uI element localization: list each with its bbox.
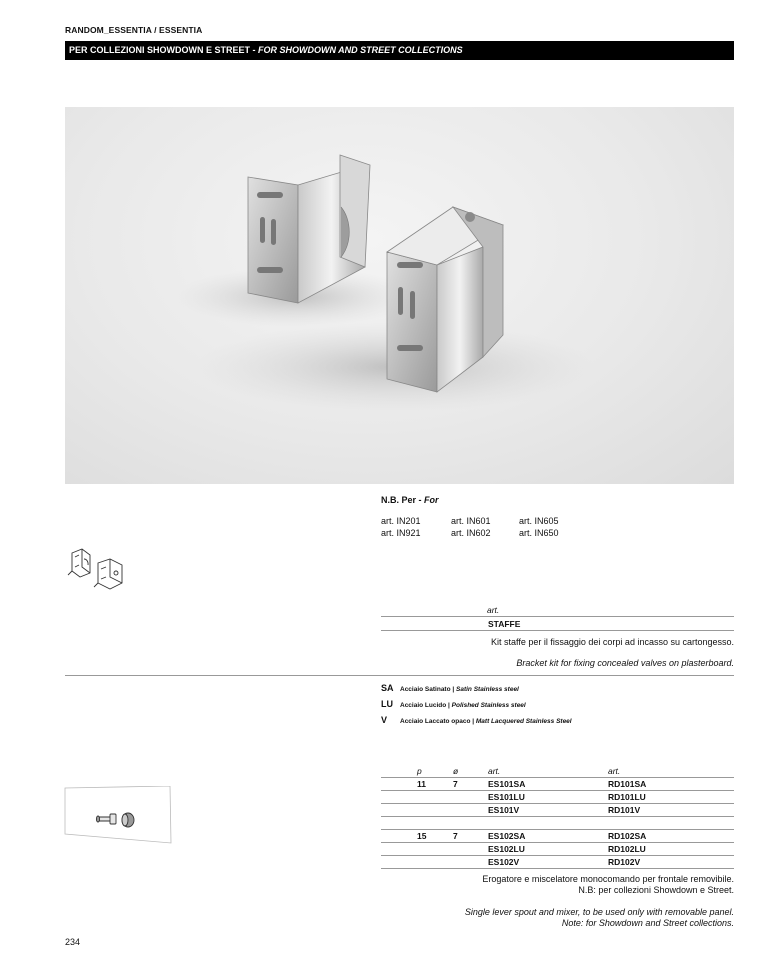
- column-header-art: art.: [608, 766, 621, 776]
- note-label: [381, 495, 439, 505]
- table-cell-art: RD101LU: [608, 792, 646, 802]
- banner-title-en: FOR SHOWDOWN AND STREET COLLECTIONS: [258, 45, 463, 55]
- spout-description-en: [465, 907, 734, 929]
- list-item: [381, 713, 572, 729]
- divider: [381, 616, 734, 617]
- divider: [381, 855, 734, 856]
- section-divider: [65, 675, 734, 676]
- column-header-p: p: [417, 766, 422, 776]
- list-item: [381, 681, 572, 697]
- table-cell-art: RD102V: [608, 857, 641, 867]
- note-label-en: For: [424, 495, 439, 505]
- finish-name-en: Polished Stainless steel: [451, 702, 526, 709]
- product-title: STAFFE: [488, 619, 521, 629]
- table-cell-diameter: 7: [453, 831, 458, 841]
- section-banner: [65, 41, 734, 60]
- finishes-legend: [381, 681, 572, 729]
- divider: [381, 803, 734, 804]
- table-cell-art: ES102SA: [488, 831, 526, 841]
- description-it: Kit staffe per il fissaggio dei corpi ad incasso su cartongesso.: [491, 637, 734, 647]
- list-item: [381, 697, 572, 713]
- finish-code: SA: [381, 683, 394, 693]
- page-number: 234: [65, 937, 81, 947]
- list-item: [381, 515, 589, 527]
- divider: [381, 816, 734, 817]
- table-cell-p: 15: [417, 831, 427, 841]
- finish-code: LU: [381, 699, 393, 709]
- table-cell-diameter: 7: [453, 779, 458, 789]
- banner-title-it: PER COLLEZIONI SHOWDOWN E STREET -: [69, 45, 258, 55]
- description-line: Note: for Showdown and Street collections.: [561, 918, 734, 928]
- spout-description-it: [482, 874, 734, 896]
- article-code: art. IN605: [519, 516, 559, 526]
- article-code: art. IN201: [381, 516, 421, 526]
- bracket-sketch-icon: [66, 543, 130, 595]
- breadcrumb: RANDOM_ESSENTIA / ESSENTIA: [65, 25, 203, 35]
- table-cell-art: RD102LU: [608, 844, 646, 854]
- column-header-art: art.: [488, 766, 501, 776]
- compatible-articles-list: [381, 515, 589, 539]
- finish-name-it: Acciaio Lucido |: [400, 702, 452, 709]
- description-line: Single lever spout and mixer, to be used only with removable panel.: [464, 907, 734, 917]
- article-code: art. IN601: [451, 516, 491, 526]
- product-photo: [65, 107, 734, 484]
- note-label-it: N.B. Per -: [381, 495, 425, 505]
- table-cell-art: RD102SA: [608, 831, 647, 841]
- table-cell-p: 11: [417, 779, 426, 789]
- description-en: Bracket kit for fixing concealed valves on plasterboard.: [516, 658, 734, 668]
- bracket-photo-illustration: [65, 107, 734, 484]
- spout-table: [381, 766, 734, 876]
- table-cell-art: RD101V: [608, 805, 641, 815]
- divider: [381, 777, 734, 778]
- finish-name-it: Acciaio Satinato |: [400, 686, 456, 693]
- description-line: Erogatore e miscelatore monocomando per frontale removibile.: [482, 874, 734, 884]
- finish-name-it: Acciaio Laccato opaco |: [400, 718, 476, 725]
- divider: [381, 790, 734, 791]
- spout-sketch-icon: [64, 786, 172, 844]
- table-cell-art: ES101LU: [488, 792, 525, 802]
- table-cell-art: ES101SA: [488, 779, 526, 789]
- finish-name-en: Satin Stainless steel: [456, 686, 519, 693]
- column-header-diameter: ø: [453, 766, 459, 776]
- article-code: art. IN650: [519, 528, 559, 538]
- column-header-art: art.: [487, 605, 500, 615]
- description-line: N.B: per collezioni Showdown e Street.: [578, 885, 734, 895]
- divider: [381, 630, 734, 631]
- finish-name-en: Matt Lacquered Stainless Steel: [475, 718, 572, 725]
- table-cell-art: RD101SA: [608, 779, 647, 789]
- table-cell-art: ES102LU: [488, 844, 525, 854]
- divider: [381, 868, 734, 869]
- article-code: art. IN602: [451, 528, 491, 538]
- table-cell-art: ES102V: [488, 857, 520, 867]
- list-item: [381, 527, 589, 539]
- article-code: art. IN921: [381, 528, 421, 538]
- finish-code: V: [381, 715, 388, 725]
- table-cell-art: ES101V: [488, 805, 520, 815]
- divider: [381, 829, 734, 830]
- divider: [381, 842, 734, 843]
